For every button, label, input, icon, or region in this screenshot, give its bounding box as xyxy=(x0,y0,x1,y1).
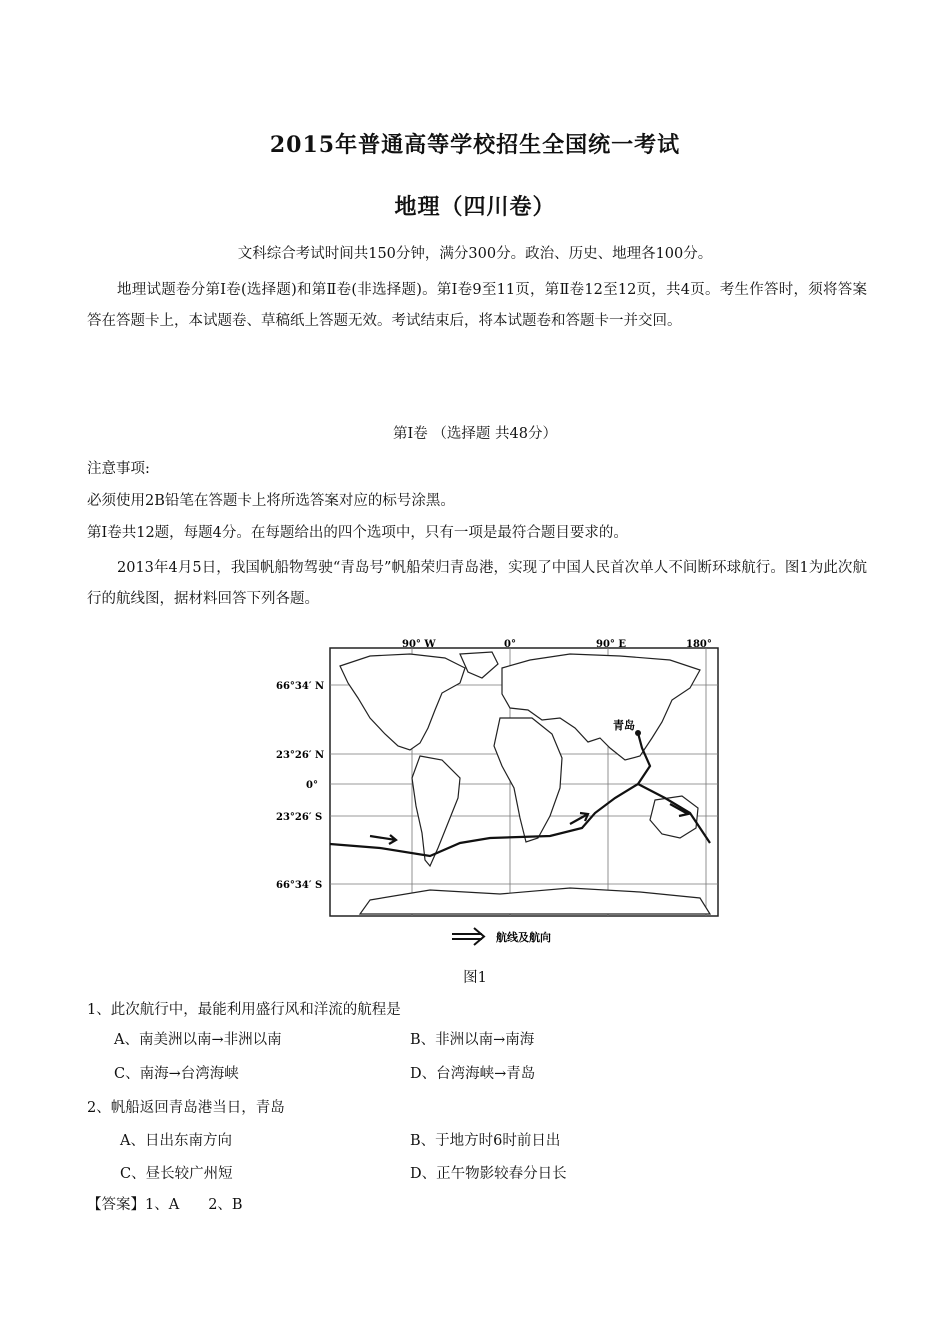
lat-label-0: 0° xyxy=(306,780,318,791)
lat-label-66n: 66°34′ N xyxy=(276,681,325,692)
question-1-option-a: A、南美洲以南→非洲以南 xyxy=(114,1032,282,1048)
material-paragraph: 2013年4月5日，我国帆船物驾驶“青岛号”帆船荣归青岛港，实现了中国人民首次单人不间断环球航行。图1为此次航行的航线图，据材料回答下列各题。 xyxy=(87,560,867,607)
figure-caption: 图1 xyxy=(463,970,487,986)
page-title: 2015年普通高等学校招生全国统一考试 xyxy=(269,132,681,158)
question-2-option-a: A、日出东南方向 xyxy=(120,1133,232,1149)
question-1-option-c: C、南海→台湾海峡 xyxy=(114,1066,239,1082)
answer-label: 【答案】 xyxy=(87,1197,145,1213)
question-2-option-c: C、昼长较广州短 xyxy=(120,1166,233,1182)
legend-arrow-icon xyxy=(452,928,484,945)
structure-note: 地理试题卷分第Ⅰ卷(选择题)和第Ⅱ卷(非选择题)。第Ⅰ卷9至11页，第Ⅱ卷12至12页，共4页。考生作答时，须将答案答在答题卡上，本试题卷、草稿纸上答题无效。考试结束后，将本试题卷和答题卡一并交回。 xyxy=(87,282,867,329)
question-1-option-b: B、非洲以南→南海 xyxy=(410,1032,535,1048)
route-map-figure xyxy=(270,638,730,950)
qingdao-label: 青岛 xyxy=(613,719,635,732)
section-heading: 第Ⅰ卷 （选择题 共48分） xyxy=(393,426,557,442)
question-1-option-d: D、台湾海峡→青岛 xyxy=(410,1066,536,1082)
legend-label: 航线及航向 xyxy=(496,931,551,944)
notice-label: 注意事项: xyxy=(87,461,150,477)
route-map xyxy=(270,638,730,950)
notice-item-2: 第Ⅰ卷共12题，每题4分。在每题给出的四个选项中，只有一项是最符合题目要求的。 xyxy=(87,525,628,541)
notice-item-1: 必须使用2B铅笔在答题卡上将所选答案对应的标号涂黑。 xyxy=(87,493,455,509)
question-2-option-b: B、于地方时6时前日出 xyxy=(410,1133,561,1149)
lon-label-0: 0° xyxy=(504,639,516,650)
lon-label-180: 180° xyxy=(686,639,712,650)
answer-text: 1、A 2、B xyxy=(145,1197,243,1213)
map-legend xyxy=(452,928,551,945)
lon-label-90w: 90° W xyxy=(402,639,436,650)
question-1-stem: 1、此次航行中，最能利用盛行风和洋流的航程是 xyxy=(87,1002,401,1018)
lat-label-66s: 66°34′ S xyxy=(276,880,323,891)
page-subtitle: 地理（四川卷） xyxy=(394,194,556,220)
question-2-option-d: D、正午物影较春分日长 xyxy=(410,1166,567,1182)
qingdao-marker xyxy=(635,730,641,736)
lat-label-23s: 23°26′ S xyxy=(276,812,323,823)
question-2-stem: 2、帆船返回青岛港当日，青岛 xyxy=(87,1100,285,1116)
lat-label-23n: 23°26′ N xyxy=(276,750,325,761)
lon-label-90e: 90° E xyxy=(596,639,627,650)
answer-line xyxy=(87,1195,243,1215)
time-note: 文科综合考试时间共150分钟，满分300分。政治、历史、地理各100分。 xyxy=(237,246,713,262)
